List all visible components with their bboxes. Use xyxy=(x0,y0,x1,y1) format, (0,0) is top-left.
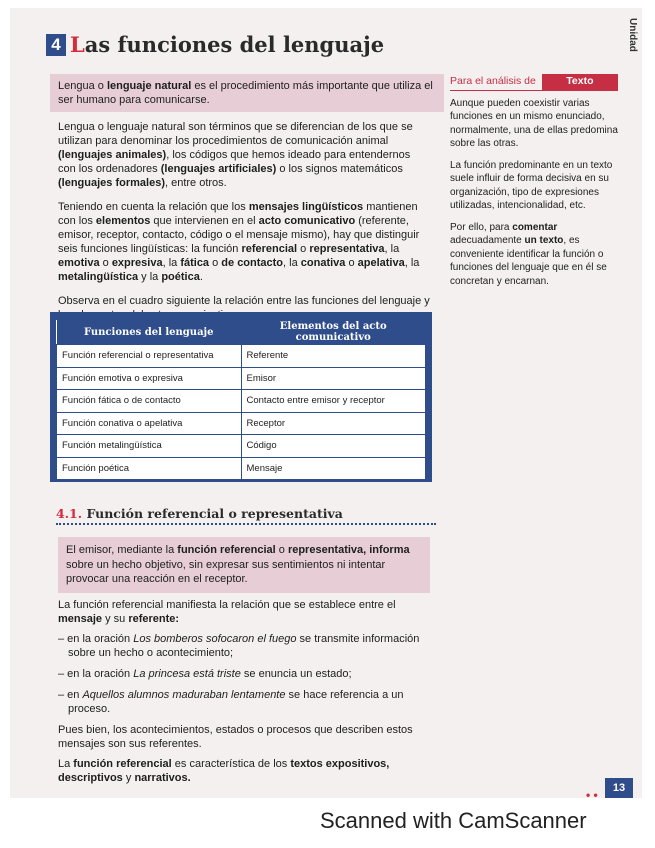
sidebar-paragraph: La función predominante en un texto suele influir de forma decisiva en su organización, tipo de expresiones utilizadas, intencionalidad, etc. xyxy=(450,159,613,211)
sidebar-tag: Texto xyxy=(542,74,618,90)
book-page xyxy=(10,8,642,802)
sidebar-label: Para el análisis de xyxy=(450,75,536,87)
functions-table xyxy=(50,312,432,482)
unit-tab: Unidad xyxy=(627,18,638,52)
table-cell: Referente xyxy=(241,345,426,368)
table-row xyxy=(57,457,426,480)
title-text: as funciones del lenguaje xyxy=(84,32,385,57)
table-row xyxy=(57,412,426,435)
page-number-dots: • • xyxy=(586,788,598,802)
table-cell: Función emotiva o expresiva xyxy=(57,367,242,390)
paragraph: Lengua o lenguaje natural son términos que se diferencian de los que se utilizan para denominar los procedimientos de comunicación animal (lenguajes animales), los códigos que hemos ideado para entendernos con los ordenadores (lenguajes artificiales) o los signos matemáticos (lenguajes formales), entre otros. xyxy=(58,121,413,189)
paragraph: Teniendo en cuenta la relación que los mensajes lingüísticos mantienen con los elementos que intervienen en el acto comunicativo (referente, emisor, receptor, contacto, código o el mensaje mismo), hay que distinguir seis funciones lingüísticas: la función referencial o representativa, la emotiva o expresiva, la fática o de contacto, la conativa o apelativa, la metalingüística y la poética. xyxy=(58,201,420,283)
page-number: 13 xyxy=(605,778,633,798)
table-cell: Receptor xyxy=(241,412,426,435)
section-number: 4.1. xyxy=(56,506,83,521)
section-divider xyxy=(56,523,436,525)
scanner-watermark: Scanned with CamScanner xyxy=(320,808,587,833)
table-row xyxy=(57,435,426,458)
sidebar-paragraph: Por ello, para comentar adecuadamente un texto, es conveniente identificar la función o funciones del lenguaje que en él se concretan y encarnan. xyxy=(450,221,607,287)
table-row xyxy=(57,345,426,368)
table-cell: Emisor xyxy=(241,367,426,390)
paragraph: La función referencial es característica de los textos expositivos, descriptivos y narrativos. xyxy=(58,758,390,784)
list-item: – en Aquellos alumnos maduraban lentamente se hace referencia a un proceso. xyxy=(58,689,404,715)
section-title-text: Función referencial o representativa xyxy=(86,506,343,521)
table-row xyxy=(57,367,426,390)
examples-list xyxy=(58,632,438,716)
table-row xyxy=(57,390,426,413)
intro-box: Lengua o lenguaje natural es el procedimiento más importante que utiliza el ser humano para comunicarse. xyxy=(50,74,444,112)
paragraph: La función referencial manifiesta la relación que se establece entre el mensaje y su referente: xyxy=(58,599,396,625)
table-cell: Función poética xyxy=(57,457,242,480)
sidebar-header xyxy=(450,74,618,91)
section-body xyxy=(58,598,438,795)
definition-box: El emisor, mediante la función referencial o representativa, informa sobre un hecho objetivo, sin expresar sus sentimientos ni intentar provocar una reacción en el receptor. xyxy=(58,537,430,593)
table-header: Elementos del acto comunicativo xyxy=(241,320,426,345)
title-initial: L xyxy=(70,32,85,57)
paragraph: Pues bien, los acontecimientos, estados o procesos que describen estos mensajes son sus referentes. xyxy=(58,724,413,750)
table-cell: Código xyxy=(241,435,426,458)
sidebar-paragraph: Aunque pueden coexistir varias funciones en un mismo enunciado, normalmente, una de ellas predomina sobre las otras. xyxy=(450,97,618,149)
list-item: – en la oración La princesa está triste se enuncia un estado; xyxy=(58,668,352,680)
list-item: – en la oración Los bomberos sofocaron el fuego se transmite información sobre un hecho o acontecimiento; xyxy=(58,633,420,659)
table-cell: Contacto entre emisor y receptor xyxy=(241,390,426,413)
table-cell: Función metalingüística xyxy=(57,435,242,458)
title-number: 4 xyxy=(46,34,66,56)
table-cell: Mensaje xyxy=(241,457,426,480)
sidebar-analysis xyxy=(450,74,618,296)
body-paragraphs xyxy=(58,120,430,332)
table-cell: Función fática o de contacto xyxy=(57,390,242,413)
table-cell: Función conativa o apelativa xyxy=(57,412,242,435)
paragraph: Observa en el cuadro siguiente la relación entre las funciones del lenguaje y xyxy=(58,295,430,307)
page-title xyxy=(46,32,384,57)
table-cell: Función referencial o representativa xyxy=(57,345,242,368)
section-title xyxy=(56,506,343,521)
table-header: Funciones del lenguaje xyxy=(57,320,242,345)
